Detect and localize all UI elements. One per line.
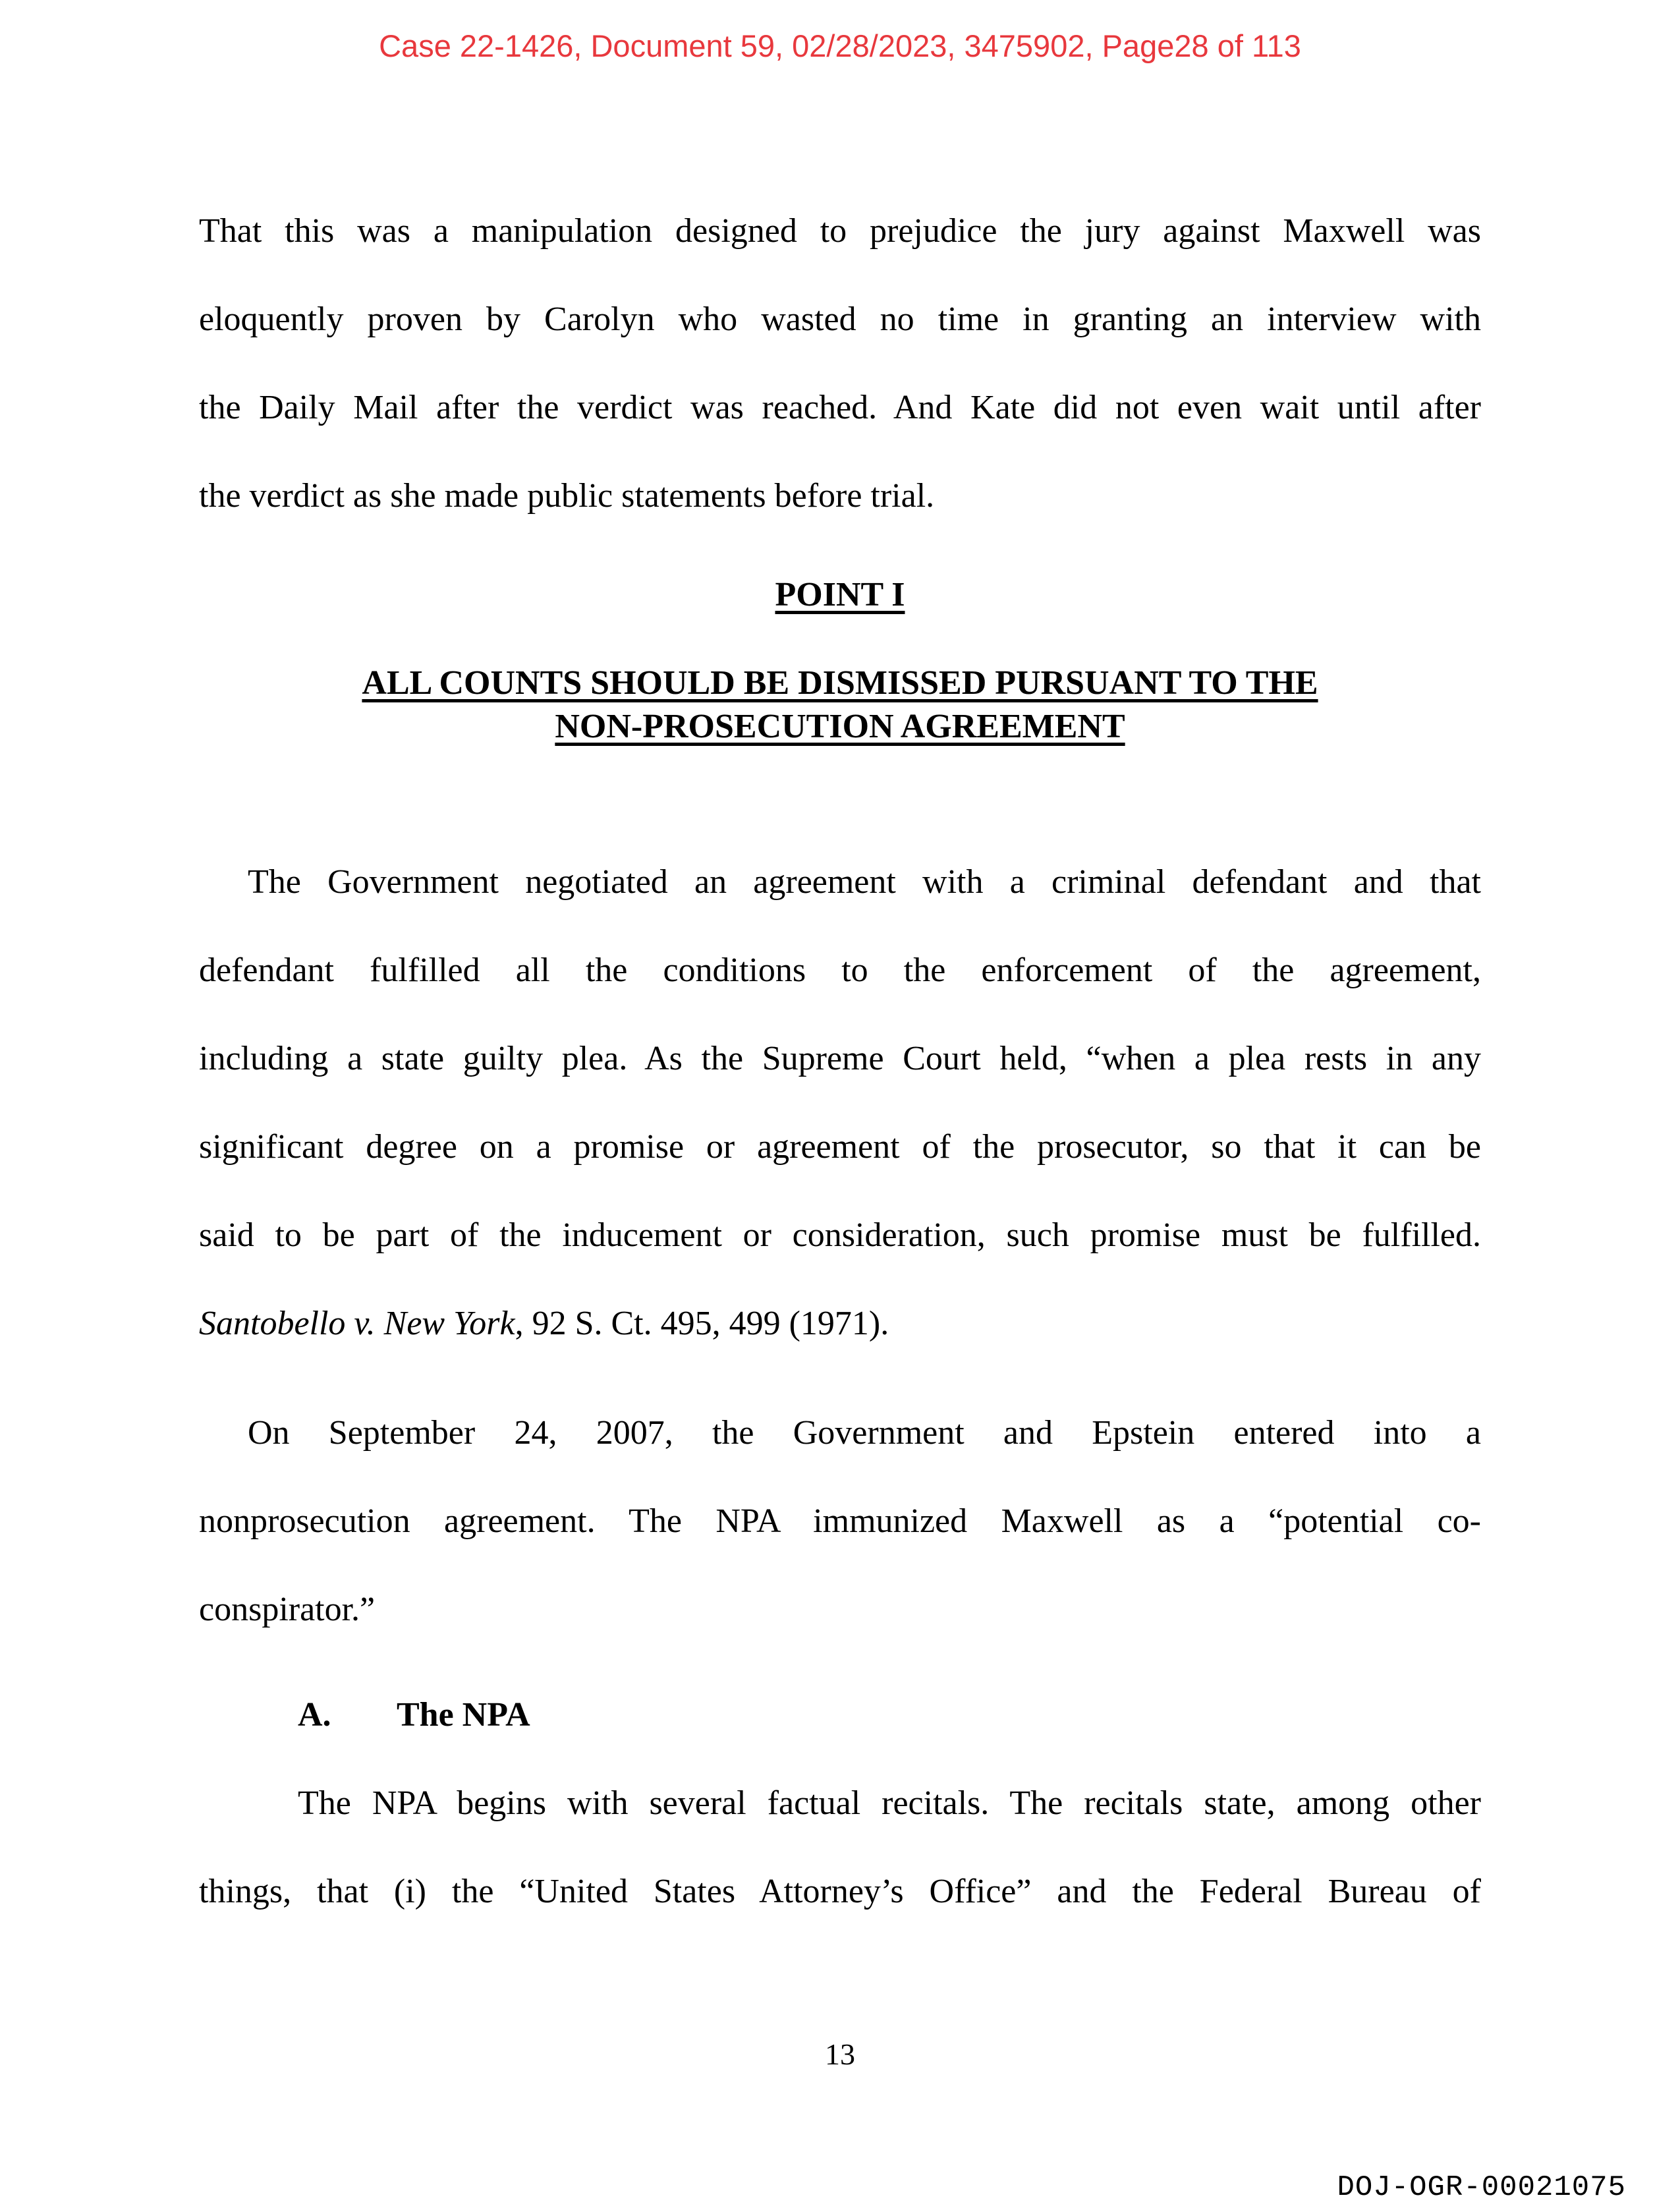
point-title-text-1: ALL COUNTS SHOULD BE DISMISSED PURSUANT TO THE <box>362 664 1318 702</box>
citation-line <box>199 1280 1481 1368</box>
paragraph-government-agreement <box>199 838 1481 1368</box>
paragraph-npa-date <box>199 1389 1481 1654</box>
text-line: The Government negotiated an agreement with a criminal defendant and that <box>248 863 1481 901</box>
subsection-heading <box>298 1693 530 1737</box>
text-line: conspirator.” <box>199 1591 376 1628</box>
text-line: significant degree on a promise or agreement of the prosecutor, so that it can be <box>199 1128 1481 1166</box>
text-line: the Daily Mail after the verdict was reached. And Kate did not even wait until after <box>199 389 1481 426</box>
point-label-text: POINT I <box>775 576 905 613</box>
text-line: eloquently proven by Carolyn who wasted no time in granting an interview with <box>199 300 1481 338</box>
paragraph-npa-recitals <box>199 1759 1481 1936</box>
subsection-title: The NPA <box>397 1696 530 1734</box>
text-line: That this was a manipulation designed to prejudice the jury against Maxwell was <box>199 212 1481 250</box>
point-title-line-1 <box>0 662 1680 705</box>
case-header-stamp: Case 22-1426, Document 59, 02/28/2023, 3475902, Page28 of 113 <box>379 28 1301 63</box>
text-line: defendant fulfilled all the conditions to the enforcement of the agreement, <box>199 951 1481 989</box>
case-citation-reporter: , 92 S. Ct. 495, 499 (1971). <box>515 1305 889 1342</box>
bates-number: DOJ-OGR-00021075 <box>1337 2171 1626 2204</box>
text-line: things, that (i) the “United States Attorney’s Office” and the Federal Bureau of <box>199 1873 1481 1910</box>
point-label <box>0 573 1680 617</box>
text-line: including a state guilty plea. As the Supreme Court held, “when a plea rests in any <box>199 1040 1481 1077</box>
subsection-letter: A. <box>298 1696 331 1734</box>
text-line: nonprosecution agreement. The NPA immunized Maxwell as a “potential co- <box>199 1502 1481 1540</box>
text-line: the verdict as she made public statements before trial. <box>199 477 935 515</box>
text-line: On September 24, 2007, the Government and Epstein entered into a <box>248 1414 1481 1452</box>
case-citation-name: Santobello v. New York <box>199 1305 515 1342</box>
point-title-line-2 <box>0 705 1680 749</box>
point-title-text-2: NON-PROSECUTION AGREEMENT <box>555 708 1125 745</box>
page-number: 13 <box>825 2037 855 2071</box>
intro-paragraph <box>199 187 1481 540</box>
text-line: said to be part of the inducement or consideration, such promise must be fulfilled. <box>199 1216 1481 1254</box>
text-line: The NPA begins with several factual recitals. The recitals state, among other <box>298 1784 1481 1822</box>
